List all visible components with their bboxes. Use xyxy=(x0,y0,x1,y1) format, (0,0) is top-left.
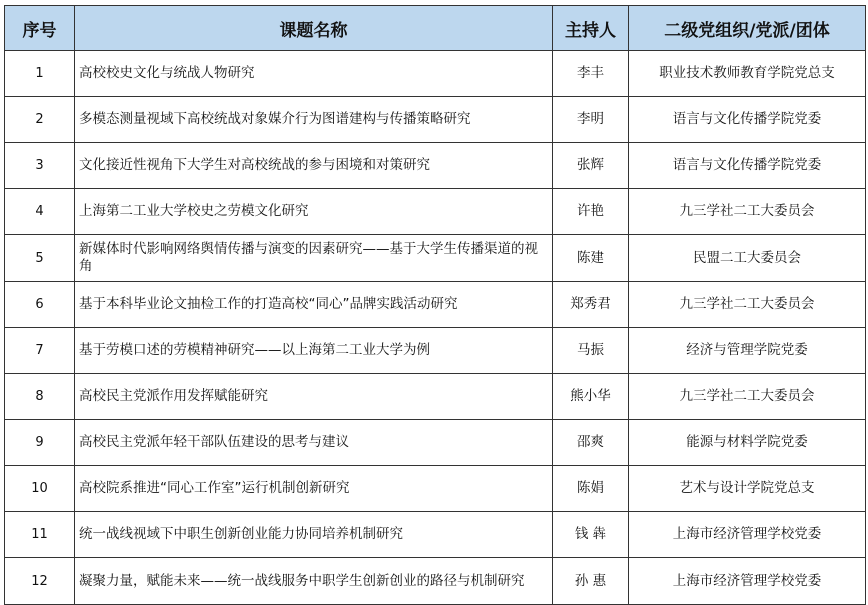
cell-org: 民盟二工大委员会 xyxy=(629,235,866,282)
cell-host: 李丰 xyxy=(553,51,629,97)
cell-host: 李明 xyxy=(553,97,629,143)
table-body xyxy=(5,51,866,605)
cell-org: 能源与材料学院党委 xyxy=(629,420,866,466)
cell-host: 张辉 xyxy=(553,143,629,189)
table-row xyxy=(5,97,866,143)
cell-no: 5 xyxy=(5,235,75,282)
table-row xyxy=(5,512,866,558)
table-row xyxy=(5,558,866,605)
cell-host: 许艳 xyxy=(553,189,629,235)
header-no: 序号 xyxy=(5,6,75,51)
table-row xyxy=(5,189,866,235)
table-row xyxy=(5,143,866,189)
cell-title: 基于劳模口述的劳模精神研究——以上海第二工业大学为例 xyxy=(75,328,553,374)
table-header xyxy=(5,6,866,51)
cell-org: 语言与文化传播学院党委 xyxy=(629,97,866,143)
cell-org: 九三学社二工大委员会 xyxy=(629,282,866,328)
table-row xyxy=(5,282,866,328)
cell-org: 九三学社二工大委员会 xyxy=(629,374,866,420)
table-row xyxy=(5,420,866,466)
cell-no: 7 xyxy=(5,328,75,374)
cell-no: 4 xyxy=(5,189,75,235)
header-host: 主持人 xyxy=(553,6,629,51)
cell-host: 熊小华 xyxy=(553,374,629,420)
cell-title: 文化接近性视角下大学生对高校统战的参与困境和对策研究 xyxy=(75,143,553,189)
cell-org: 职业技术教师教育学院党总支 xyxy=(629,51,866,97)
cell-title: 基于本科毕业论文抽检工作的打造高校“同心”品牌实践活动研究 xyxy=(75,282,553,328)
table-row xyxy=(5,466,866,512)
cell-title: 高校院系推进“同心工作室”运行机制创新研究 xyxy=(75,466,553,512)
cell-org: 经济与管理学院党委 xyxy=(629,328,866,374)
project-table xyxy=(4,5,866,605)
cell-no: 10 xyxy=(5,466,75,512)
cell-no: 1 xyxy=(5,51,75,97)
cell-host: 钱 犇 xyxy=(553,512,629,558)
cell-org: 语言与文化传播学院党委 xyxy=(629,143,866,189)
cell-org: 上海市经济管理学校党委 xyxy=(629,558,866,605)
cell-title: 多模态测量视域下高校统战对象媒介行为图谱建构与传播策略研究 xyxy=(75,97,553,143)
cell-no: 8 xyxy=(5,374,75,420)
cell-title: 高校校史文化与统战人物研究 xyxy=(75,51,553,97)
cell-title: 上海第二工业大学校史之劳模文化研究 xyxy=(75,189,553,235)
cell-no: 12 xyxy=(5,558,75,605)
header-title: 课题名称 xyxy=(75,6,553,51)
cell-no: 11 xyxy=(5,512,75,558)
cell-title: 新媒体时代影响网络舆情传播与演变的因素研究——基于大学生传播渠道的视角 xyxy=(75,235,553,282)
table-row xyxy=(5,51,866,97)
cell-no: 3 xyxy=(5,143,75,189)
cell-title: 高校民主党派年轻干部队伍建设的思考与建议 xyxy=(75,420,553,466)
cell-no: 6 xyxy=(5,282,75,328)
cell-host: 陈娟 xyxy=(553,466,629,512)
cell-host: 郑秀君 xyxy=(553,282,629,328)
cell-title: 高校民主党派作用发挥赋能研究 xyxy=(75,374,553,420)
table-row xyxy=(5,328,866,374)
header-org: 二级党组织/党派/团体 xyxy=(629,6,866,51)
cell-org: 上海市经济管理学校党委 xyxy=(629,512,866,558)
table-row xyxy=(5,235,866,282)
cell-no: 2 xyxy=(5,97,75,143)
cell-title: 统一战线视域下中职生创新创业能力协同培养机制研究 xyxy=(75,512,553,558)
cell-host: 马振 xyxy=(553,328,629,374)
header-row xyxy=(5,6,866,51)
cell-host: 孙 惠 xyxy=(553,558,629,605)
cell-no: 9 xyxy=(5,420,75,466)
cell-host: 邵爽 xyxy=(553,420,629,466)
cell-org: 九三学社二工大委员会 xyxy=(629,189,866,235)
cell-title: 凝聚力量，赋能未来——统一战线服务中职学生创新创业的路径与机制研究 xyxy=(75,558,553,605)
table-row xyxy=(5,374,866,420)
cell-org: 艺术与设计学院党总支 xyxy=(629,466,866,512)
cell-host: 陈建 xyxy=(553,235,629,282)
